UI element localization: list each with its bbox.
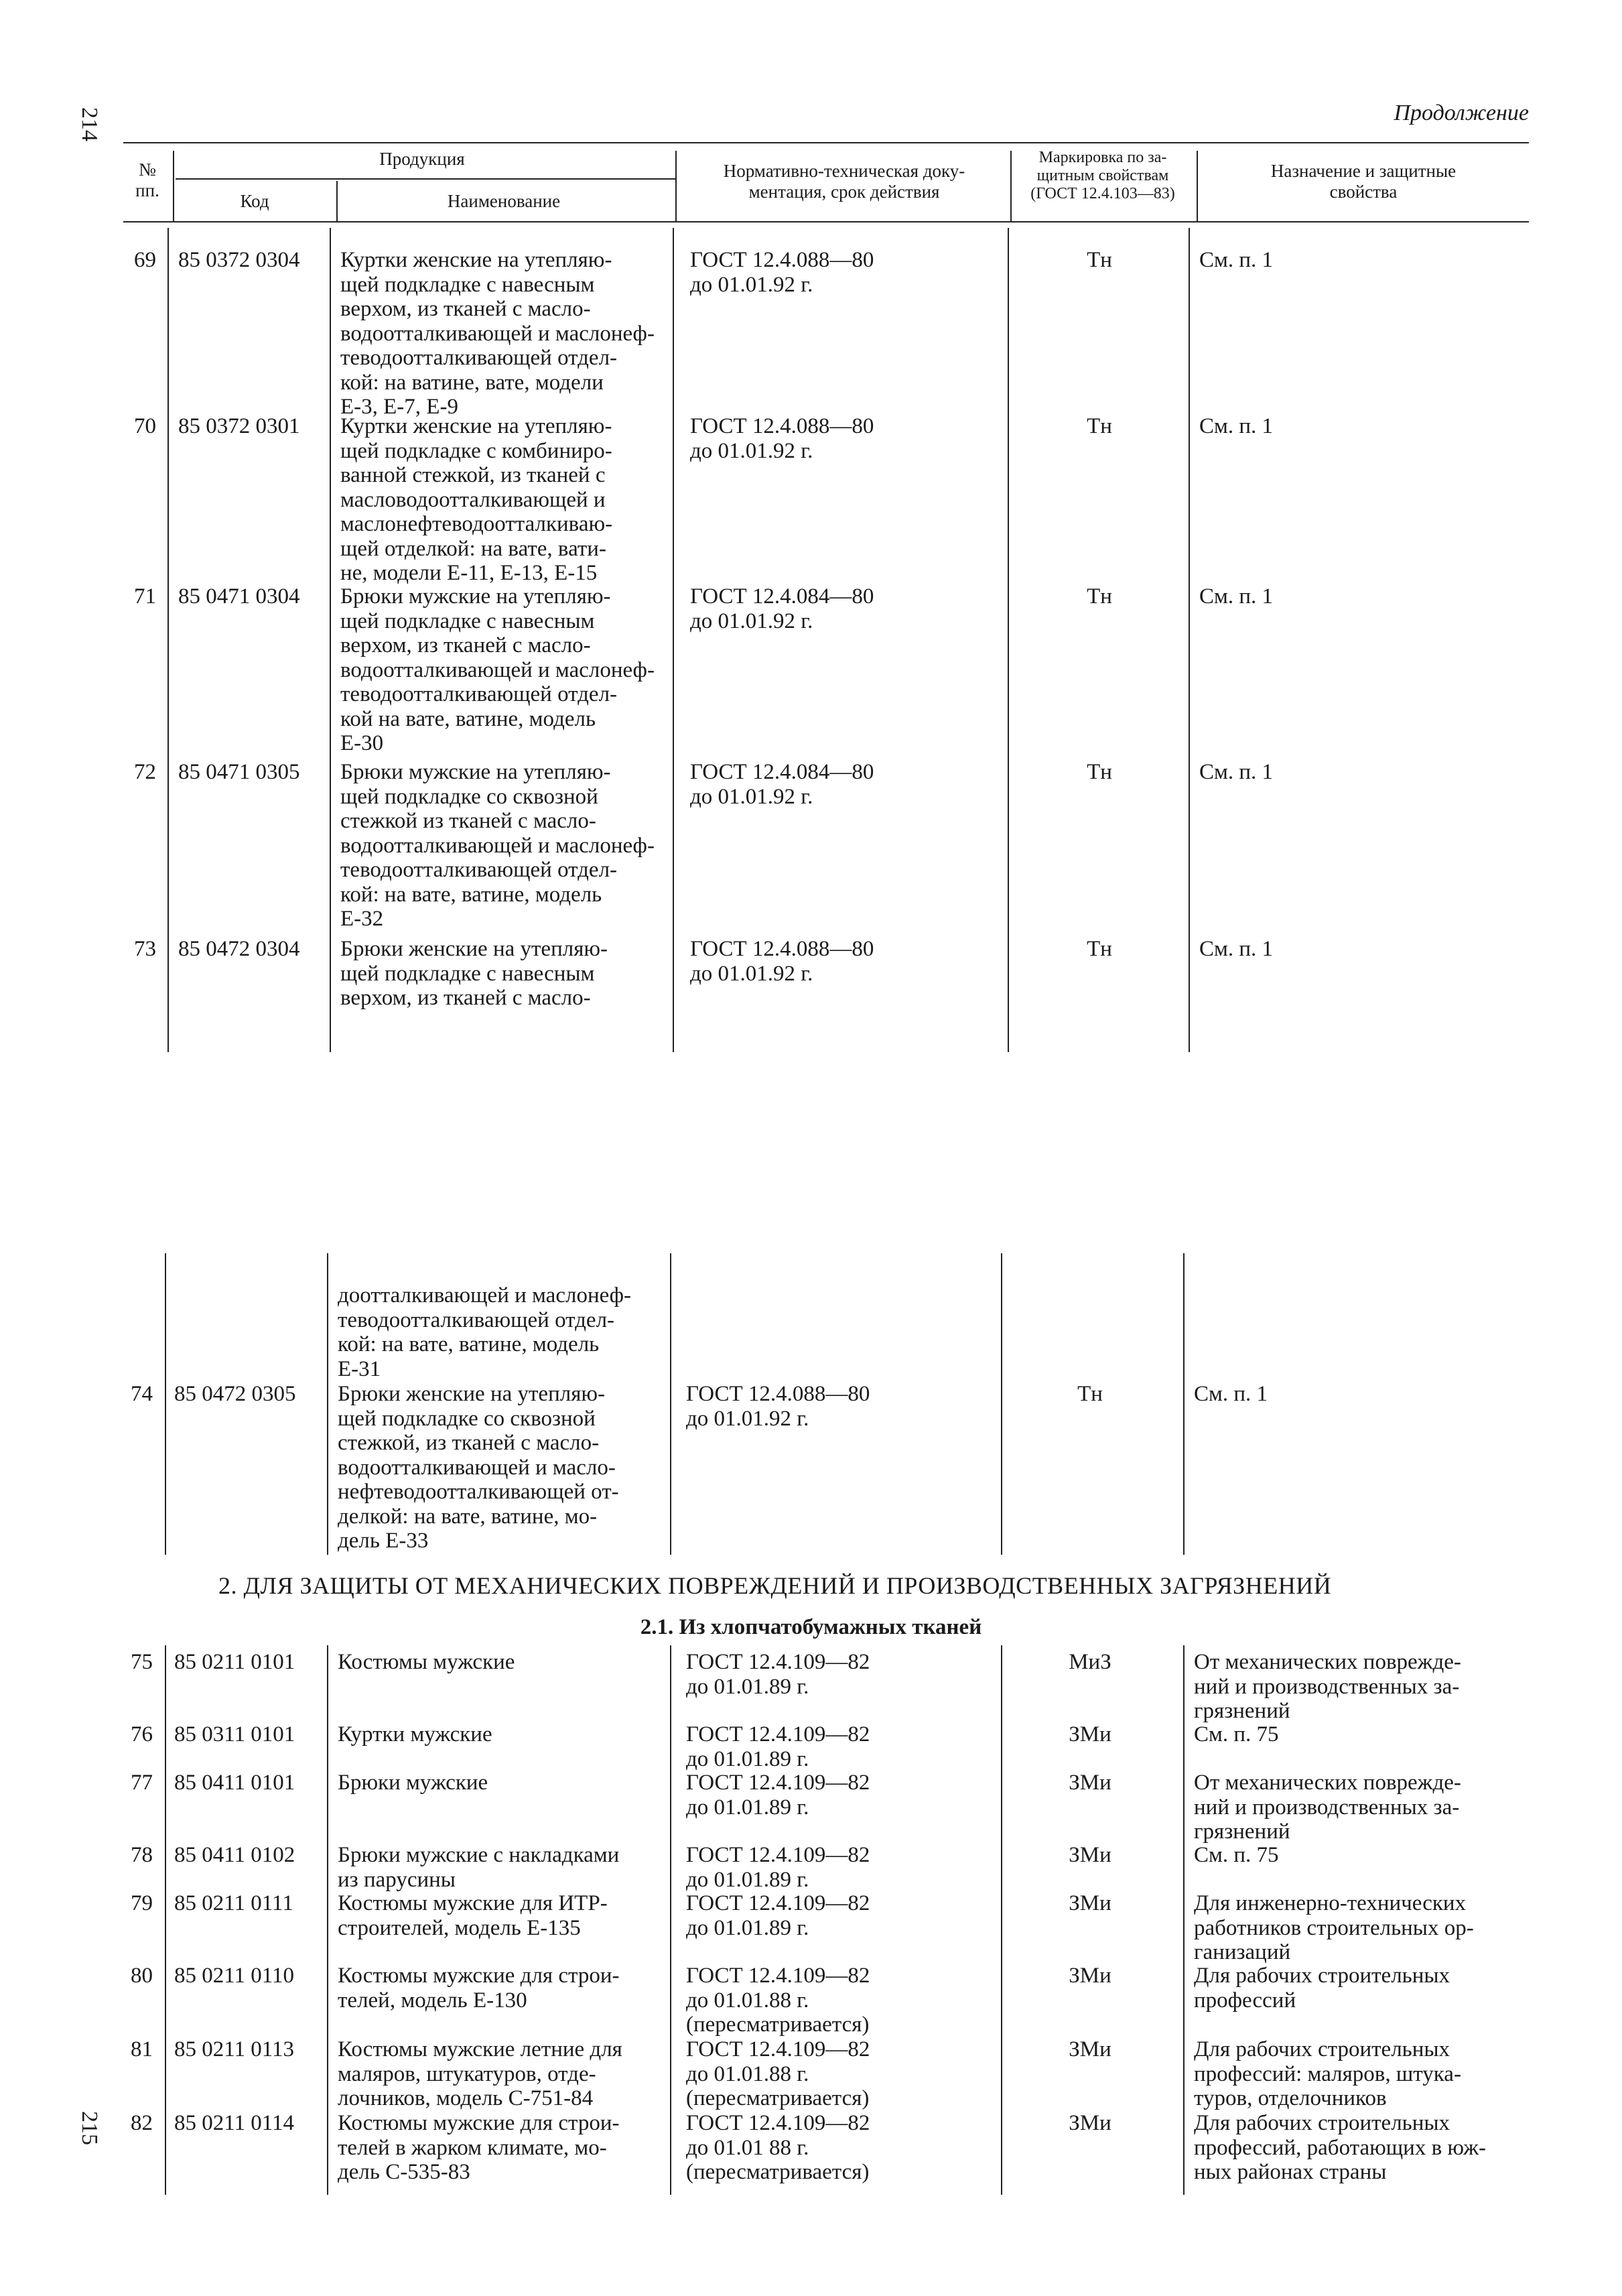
header-normative: Нормативно-техническая доку- ментация, срок действия bbox=[723, 161, 965, 202]
row-number: 71 bbox=[134, 584, 156, 609]
marking: ЗМи bbox=[1069, 1722, 1111, 1746]
product-code: 85 0211 0113 bbox=[174, 2037, 295, 2061]
normative-doc: ГОСТ 12.4.088—80 до 01.01.92 г. bbox=[690, 248, 874, 297]
product-name: Костюмы мужские для ИТР- строителей, модель Е-135 bbox=[338, 1891, 608, 1940]
product-name: Брюки женские на утепляю- щей подкладке с навесным верхом, из тканей с масло- bbox=[340, 937, 608, 1010]
product-name: Брюки мужские с накладками из парусины bbox=[338, 1843, 620, 1892]
product-code: 85 0411 0102 bbox=[174, 1843, 295, 1867]
row-number: 78 bbox=[131, 1843, 153, 1867]
product-code: 85 0211 0111 bbox=[174, 1891, 293, 1915]
purpose: Для рабочих строительных профессий: маляров, штука- туров, отделочников bbox=[1194, 2037, 1461, 2110]
product-code: 85 0471 0304 bbox=[178, 584, 300, 609]
normative-doc: ГОСТ 12.4.109—82 до 01.01.88 г. (пересматривается) bbox=[686, 2037, 870, 2110]
header-purpose: Назначение и защитные свойства bbox=[1270, 161, 1457, 202]
product-name: Брюки мужские на утепляю- щей подкладке со сквозной стежкой из тканей с масло- водоотталкивающей и маслонеф- теводоотталкивающей отдел- кой: на вате, ватине, модель Е-32 bbox=[340, 760, 655, 931]
product-name: Костюмы мужские для строи- телей, модель Е-130 bbox=[338, 1964, 620, 2013]
normative-doc: ГОСТ 12.4.109—82 до 01.01.89 г. bbox=[686, 1650, 870, 1699]
marking: Тн bbox=[1077, 1382, 1103, 1406]
row-number: 79 bbox=[131, 1891, 153, 1915]
normative-doc: ГОСТ 12.4.088—80 до 01.01.92 г. bbox=[690, 414, 874, 463]
product-code: 85 0211 0101 bbox=[174, 1650, 295, 1674]
product-code: 85 0211 0114 bbox=[174, 2111, 295, 2135]
row-number: 72 bbox=[134, 760, 156, 784]
purpose: См. п. 75 bbox=[1194, 1843, 1279, 1867]
marking: Тн bbox=[1087, 760, 1112, 784]
purpose: От механических поврежде- ний и производственных за- грязнений bbox=[1194, 1650, 1461, 1723]
header-bottom-rule bbox=[123, 221, 1529, 222]
row-number: 69 bbox=[134, 248, 156, 272]
row-number: 82 bbox=[131, 2111, 153, 2135]
product-code: 85 0472 0304 bbox=[178, 937, 300, 961]
product-name: Костюмы мужские bbox=[338, 1650, 515, 1674]
marking: ЗМи bbox=[1069, 2111, 1111, 2135]
continued-product-name: доотталкивающей и маслонеф- теводоотталкивающей отдел- кой: на вате, ватине, модель Е-31 bbox=[338, 1283, 632, 1381]
product-name: Куртки мужские bbox=[338, 1722, 492, 1746]
purpose: См. п. 1 bbox=[1199, 414, 1274, 438]
normative-doc: ГОСТ 12.4.109—82 до 01.01.89 г. bbox=[686, 1843, 870, 1892]
normative-doc: ГОСТ 12.4.109—82 до 01.01.89 г. bbox=[686, 1771, 870, 1820]
product-code: 85 0471 0305 bbox=[178, 760, 300, 784]
marking: ЗМи bbox=[1069, 1771, 1111, 1795]
normative-doc: ГОСТ 12.4.088—80 до 01.01.92 г. bbox=[686, 1382, 870, 1431]
product-code: 85 0411 0101 bbox=[174, 1771, 295, 1795]
product-code: 85 0372 0304 bbox=[178, 248, 300, 272]
purpose: Для инженерно-технических работников строительных ор- ганизаций bbox=[1194, 1891, 1474, 1964]
marking: ЗМи bbox=[1069, 2037, 1111, 2061]
marking: Тн bbox=[1087, 414, 1112, 438]
normative-doc: ГОСТ 12.4.109—82 до 01.01.88 г. (пересматривается) bbox=[686, 1964, 870, 2037]
marking: Тн bbox=[1087, 248, 1112, 272]
row-number: 81 bbox=[131, 2037, 153, 2061]
purpose: См. п. 1 bbox=[1199, 760, 1274, 784]
page-number-top: 214 bbox=[77, 107, 102, 141]
product-code: 85 0472 0305 bbox=[174, 1382, 296, 1406]
product-name: Брюки мужские на утепляю- щей подкладке с навесным верхом, из тканей с масло- водоотталкивающей и маслонеф- теводоотталкивающей отдел- кой на вате, ватине, модель Е-30 bbox=[340, 584, 655, 755]
marking: МиЗ bbox=[1069, 1650, 1111, 1674]
row-number: 75 bbox=[131, 1650, 153, 1674]
product-name: Костюмы мужские летние для маляров, штукатуров, отде- лочников, модель С-751-84 bbox=[338, 2037, 622, 2110]
product-name: Брюки женские на утепляю- щей подкладке со сквозной стежкой, из тканей с масло- водоотталкивающей и масло- нефтеводоотталкивающей от- делкой: на вате, ватине, мо- дель Е-33 bbox=[338, 1382, 619, 1553]
purpose: См. п. 1 bbox=[1199, 937, 1274, 961]
header-code: Код bbox=[240, 191, 269, 211]
product-name: Костюмы мужские для строи- телей в жарком климате, мо- дель С-535-83 bbox=[338, 2111, 620, 2184]
header-num: № пп. bbox=[135, 160, 159, 200]
normative-doc: ГОСТ 12.4.109—82 до 01.01 88 г. (пересматривается) bbox=[686, 2111, 870, 2184]
purpose: Для рабочих строительных профессий bbox=[1194, 1964, 1450, 2013]
normative-doc: ГОСТ 12.4.084—80 до 01.01.92 г. bbox=[690, 584, 874, 633]
normative-doc: ГОСТ 12.4.084—80 до 01.01.92 г. bbox=[690, 760, 874, 809]
normative-doc: ГОСТ 12.4.109—82 до 01.01.89 г. bbox=[686, 1891, 870, 1940]
header-product: Продукция bbox=[379, 149, 465, 169]
purpose: См. п. 1 bbox=[1194, 1382, 1268, 1406]
row-number: 76 bbox=[131, 1722, 153, 1746]
row-number: 80 bbox=[131, 1964, 153, 1988]
row-number: 73 bbox=[134, 937, 156, 961]
product-code: 85 0311 0101 bbox=[174, 1722, 295, 1746]
purpose: См. п. 1 bbox=[1199, 248, 1274, 272]
purpose: От механических поврежде- ний и производственных за- грязнений bbox=[1194, 1771, 1461, 1844]
marking: ЗМи bbox=[1069, 1964, 1111, 1988]
product-code: 85 0372 0301 bbox=[178, 414, 300, 438]
row-number: 77 bbox=[131, 1771, 153, 1795]
marking: ЗМи bbox=[1069, 1891, 1111, 1915]
product-subrule bbox=[176, 178, 675, 180]
product-name: Куртки женские на утепляю- щей подкладке с комбиниро- ванной стежкой, из тканей с масловодоотталкивающей и маслонефтеводоотталкиваю- щей отделкой: на вате, вати- не, модели Е-11, Е-13, Е-15 bbox=[340, 414, 613, 585]
subsection-title: 2.1. Из хлопчатобумажных тканей bbox=[640, 1615, 982, 1639]
normative-doc: ГОСТ 12.4.088—80 до 01.01.92 г. bbox=[690, 937, 874, 986]
table-top-rule bbox=[123, 142, 1529, 143]
purpose: Для рабочих строительных профессий, работающих в юж- ных районах страны bbox=[1194, 2111, 1487, 2184]
marking: ЗМи bbox=[1069, 1843, 1111, 1867]
product-name: Куртки женские на утепляю- щей подкладке с навесным верхом, из тканей с масло- водоотталкивающей и маслонеф- теводоотталкивающей отдел- кой: на ватине, вате, модели Е-3, Е-7, Е-9 bbox=[340, 248, 655, 419]
section-title: 2. ДЛЯ ЗАЩИТЫ ОТ МЕХАНИЧЕСКИХ ПОВРЕЖДЕНИЙ И ПРОИЗВОДСТВЕННЫХ ЗАГРЯЗНЕНИЙ bbox=[218, 1572, 1332, 1599]
row-number: 70 bbox=[134, 414, 156, 438]
purpose: См. п. 1 bbox=[1199, 584, 1274, 609]
page-number-bottom: 215 bbox=[77, 2111, 102, 2145]
row-number: 74 bbox=[131, 1382, 153, 1406]
marking: Тн bbox=[1087, 584, 1112, 609]
continuation-label: Продолжение bbox=[1394, 101, 1529, 125]
header-marking: Маркировка по за- щитным свойствам (ГОСТ 12.4.103—83) bbox=[1030, 149, 1175, 202]
marking: Тн bbox=[1087, 937, 1112, 961]
normative-doc: ГОСТ 12.4.109—82 до 01.01.89 г. bbox=[686, 1722, 870, 1771]
product-code: 85 0211 0110 bbox=[174, 1964, 295, 1988]
product-name: Брюки мужские bbox=[338, 1771, 488, 1795]
purpose: См. п. 75 bbox=[1194, 1722, 1279, 1746]
header-name: Наименование bbox=[447, 191, 561, 211]
